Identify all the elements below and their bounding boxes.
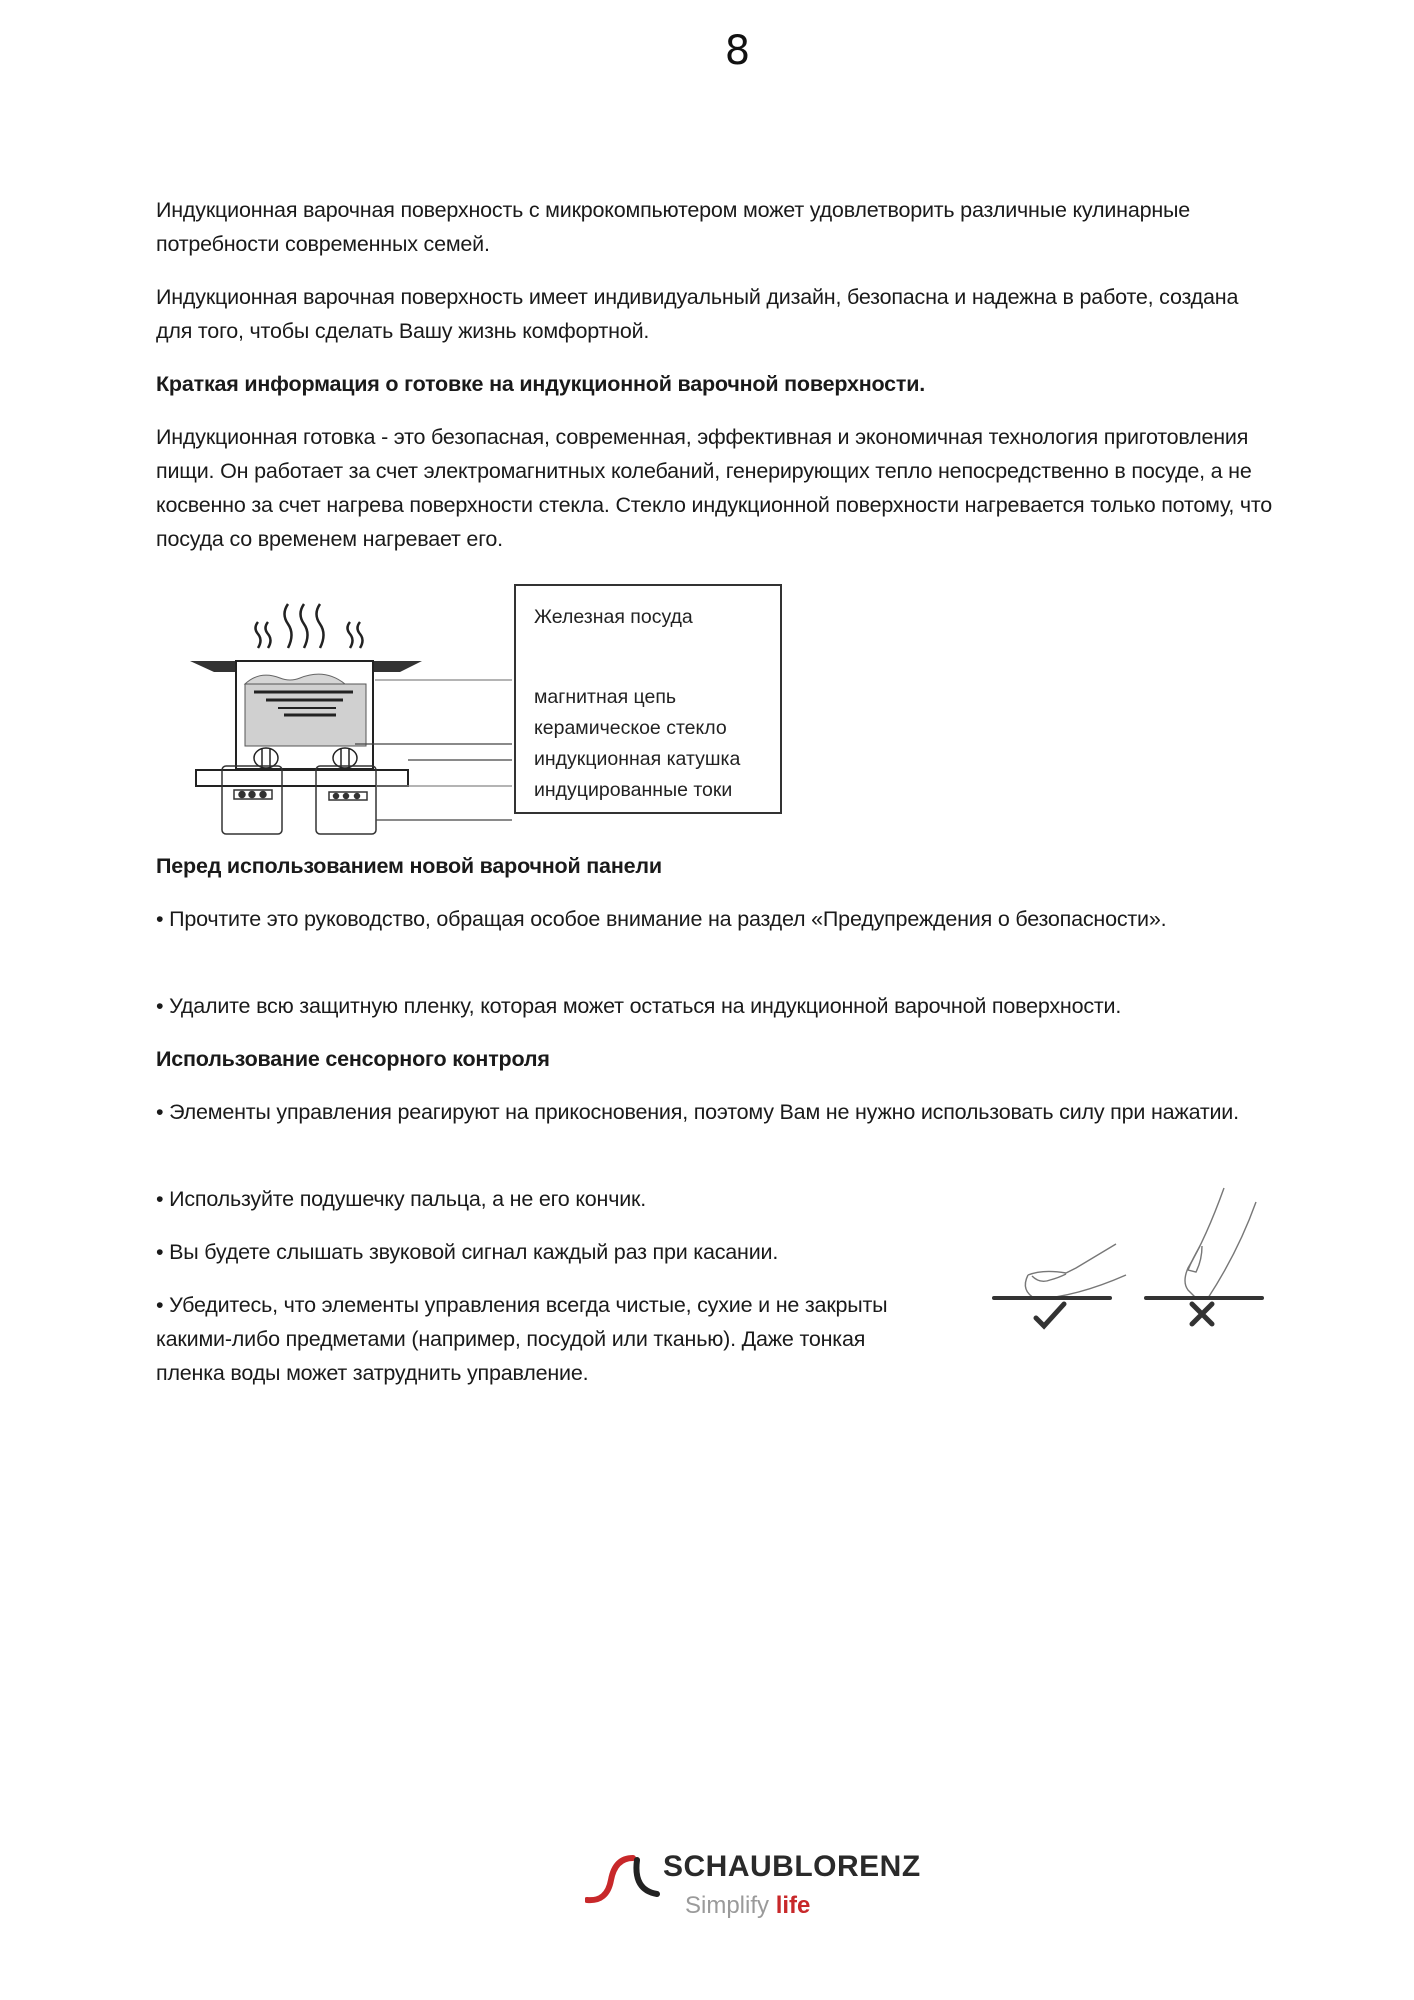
touch-controls-heading: Использование сенсорного контроля (156, 1047, 550, 1071)
legend-item: магнитная цепь (534, 686, 677, 708)
intro-paragraph-1: Индукционная варочная поверхность с микрокомпьютером может удовлетворить различные кулинарные потребности современных семей. (156, 198, 1191, 256)
logo-mark-icon (585, 1852, 665, 1912)
tagline-plain: Simplify (685, 1892, 776, 1919)
brand-name-second: LORENZ (794, 1850, 921, 1883)
brand-tagline (685, 1892, 810, 1920)
leader-lines (355, 680, 512, 820)
before-use-bullet-1: • Прочтите это руководство, обращая особое внимание на раздел «Предупреждения о безопасности». (156, 907, 1167, 931)
touch-controls-bullet-2: • Используйте подушечку пальца, а не его кончик. (156, 1187, 647, 1211)
intro-paragraph-2: Индукционная варочная поверхность имеет индивидуальный дизайн, безопасна и надежна в работе, создана для того, чтобы сделать Вашу жизнь комфортной. (156, 285, 1239, 343)
finger-pad-icon (1025, 1244, 1126, 1299)
legend-item: индукционная катушка (534, 748, 741, 770)
induction-info-body: Индукционная готовка - это безопасная, современная, эффективная и экономичная технология приготовления пищи. Он работает за счет электромагнитных колебаний, генерирующих тепло непосредственно в посуде, а не косвенно за счет нагрева поверхности стекла. Стекло индукционной поверхности нагревается только потому, что посуда со временем нагревает его. (156, 425, 1273, 551)
steam-icon (256, 604, 363, 648)
legend-item: индуцированные токи (534, 779, 733, 801)
brand-name-first: SCHAUB (663, 1850, 795, 1883)
touch-controls-bullet-4: • Убедитесь, что элементы управления всегда чистые, сухие и не закрыты какими-либо предметами (например, посудой или тканью). Даже тонкая пленка воды может затруднить управление. (156, 1293, 888, 1385)
pot-icon (190, 661, 422, 769)
page-number: 8 (724, 28, 751, 74)
check-icon (1036, 1304, 1064, 1326)
cross-icon (1192, 1304, 1212, 1324)
tagline-accent: life (775, 1892, 811, 1919)
touch-controls-bullet-1: • Элементы управления реагируют на прикосновения, поэтому Вам не нужно использовать силу при нажатии. (156, 1100, 1239, 1124)
induction-info-heading: Краткая информация о готовке на индукционной варочной поверхности. (156, 372, 926, 396)
touch-controls-bullet-3: • Вы будете слышать звуковой сигнал каждый раз при касании. (156, 1240, 779, 1264)
brand-name (663, 1850, 921, 1884)
brand-logo (585, 1848, 945, 1928)
legend-item: керамическое стекло (534, 717, 727, 739)
legend-title: Железная посуда (534, 606, 693, 628)
diagram-legend (514, 584, 782, 814)
before-use-bullet-2: • Удалите всю защитную пленку, которая может остаться на индукционной варочной поверхности. (156, 994, 1122, 1018)
touch-technique-figure (986, 1184, 1276, 1344)
finger-tip-icon (1185, 1188, 1256, 1298)
before-use-heading: Перед использованием новой варочной панели (156, 854, 662, 878)
